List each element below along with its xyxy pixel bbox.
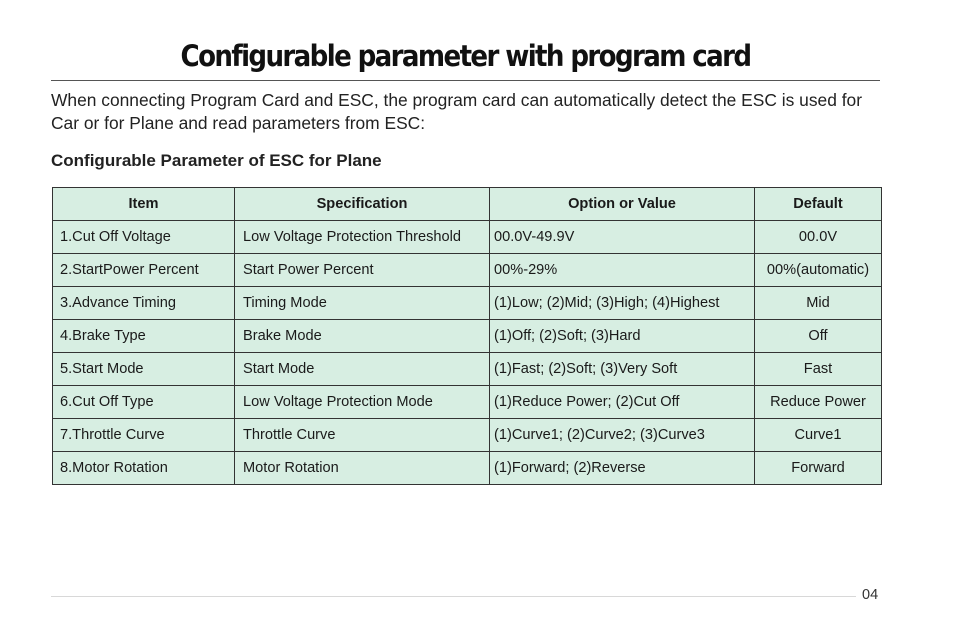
table-row (53, 221, 882, 254)
parameter-table (52, 187, 882, 485)
header-specification: Specification (235, 188, 490, 221)
cell-item: 2.StartPower Percent (53, 254, 235, 287)
cell-specification: Brake Mode (235, 320, 490, 353)
header-option-or-value: Option or Value (490, 188, 755, 221)
cell-option: (1)Reduce Power; (2)Cut Off (490, 386, 755, 419)
cell-specification: Timing Mode (235, 287, 490, 320)
table-row (53, 353, 882, 386)
cell-default: Curve1 (755, 419, 882, 452)
cell-item: 4.Brake Type (53, 320, 235, 353)
table-row (53, 254, 882, 287)
intro-paragraph: When connecting Program Card and ESC, the program card can automatically detect the ESC is used for Car or for Plane and read parameters from ESC: (51, 90, 862, 133)
cell-option: 00%-29% (490, 254, 755, 287)
cell-item: 7.Throttle Curve (53, 419, 235, 452)
cell-option: (1)Forward; (2)Reverse (490, 452, 755, 485)
cell-option: (1)Curve1; (2)Curve2; (3)Curve3 (490, 419, 755, 452)
header-item: Item (53, 188, 235, 221)
cell-specification: Start Power Percent (235, 254, 490, 287)
cell-specification: Throttle Curve (235, 419, 490, 452)
cell-default: Forward (755, 452, 882, 485)
cell-default: Mid (755, 287, 882, 320)
cell-specification: Low Voltage Protection Mode (235, 386, 490, 419)
cell-specification: Start Mode (235, 353, 490, 386)
table-row (53, 419, 882, 452)
cell-default: 00%(automatic) (755, 254, 882, 287)
cell-item: 3.Advance Timing (53, 287, 235, 320)
cell-default: Reduce Power (755, 386, 882, 419)
page-title: Configurable parameter with program card (180, 39, 751, 73)
cell-option: 00.0V-49.9V (490, 221, 755, 254)
cell-item: 8.Motor Rotation (53, 452, 235, 485)
cell-item: 5.Start Mode (53, 353, 235, 386)
cell-specification: Low Voltage Protection Threshold (235, 221, 490, 254)
table-row (53, 287, 882, 320)
page-number: 04 (862, 587, 879, 603)
cell-option: (1)Low; (2)Mid; (3)High; (4)Highest (490, 287, 755, 320)
cell-item: 1.Cut Off Voltage (53, 221, 235, 254)
table-header-row (53, 188, 882, 221)
cell-default: Off (755, 320, 882, 353)
cell-option: (1)Off; (2)Soft; (3)Hard (490, 320, 755, 353)
table-row (53, 320, 882, 353)
footer-divider (51, 596, 856, 597)
cell-default: 00.0V (755, 221, 882, 254)
title-divider (51, 80, 880, 81)
table-row (53, 386, 882, 419)
section-heading: Configurable Parameter of ESC for Plane (51, 151, 382, 170)
cell-item: 6.Cut Off Type (53, 386, 235, 419)
cell-specification: Motor Rotation (235, 452, 490, 485)
table-row (53, 452, 882, 485)
cell-option: (1)Fast; (2)Soft; (3)Very Soft (490, 353, 755, 386)
cell-default: Fast (755, 353, 882, 386)
header-default: Default (755, 188, 882, 221)
